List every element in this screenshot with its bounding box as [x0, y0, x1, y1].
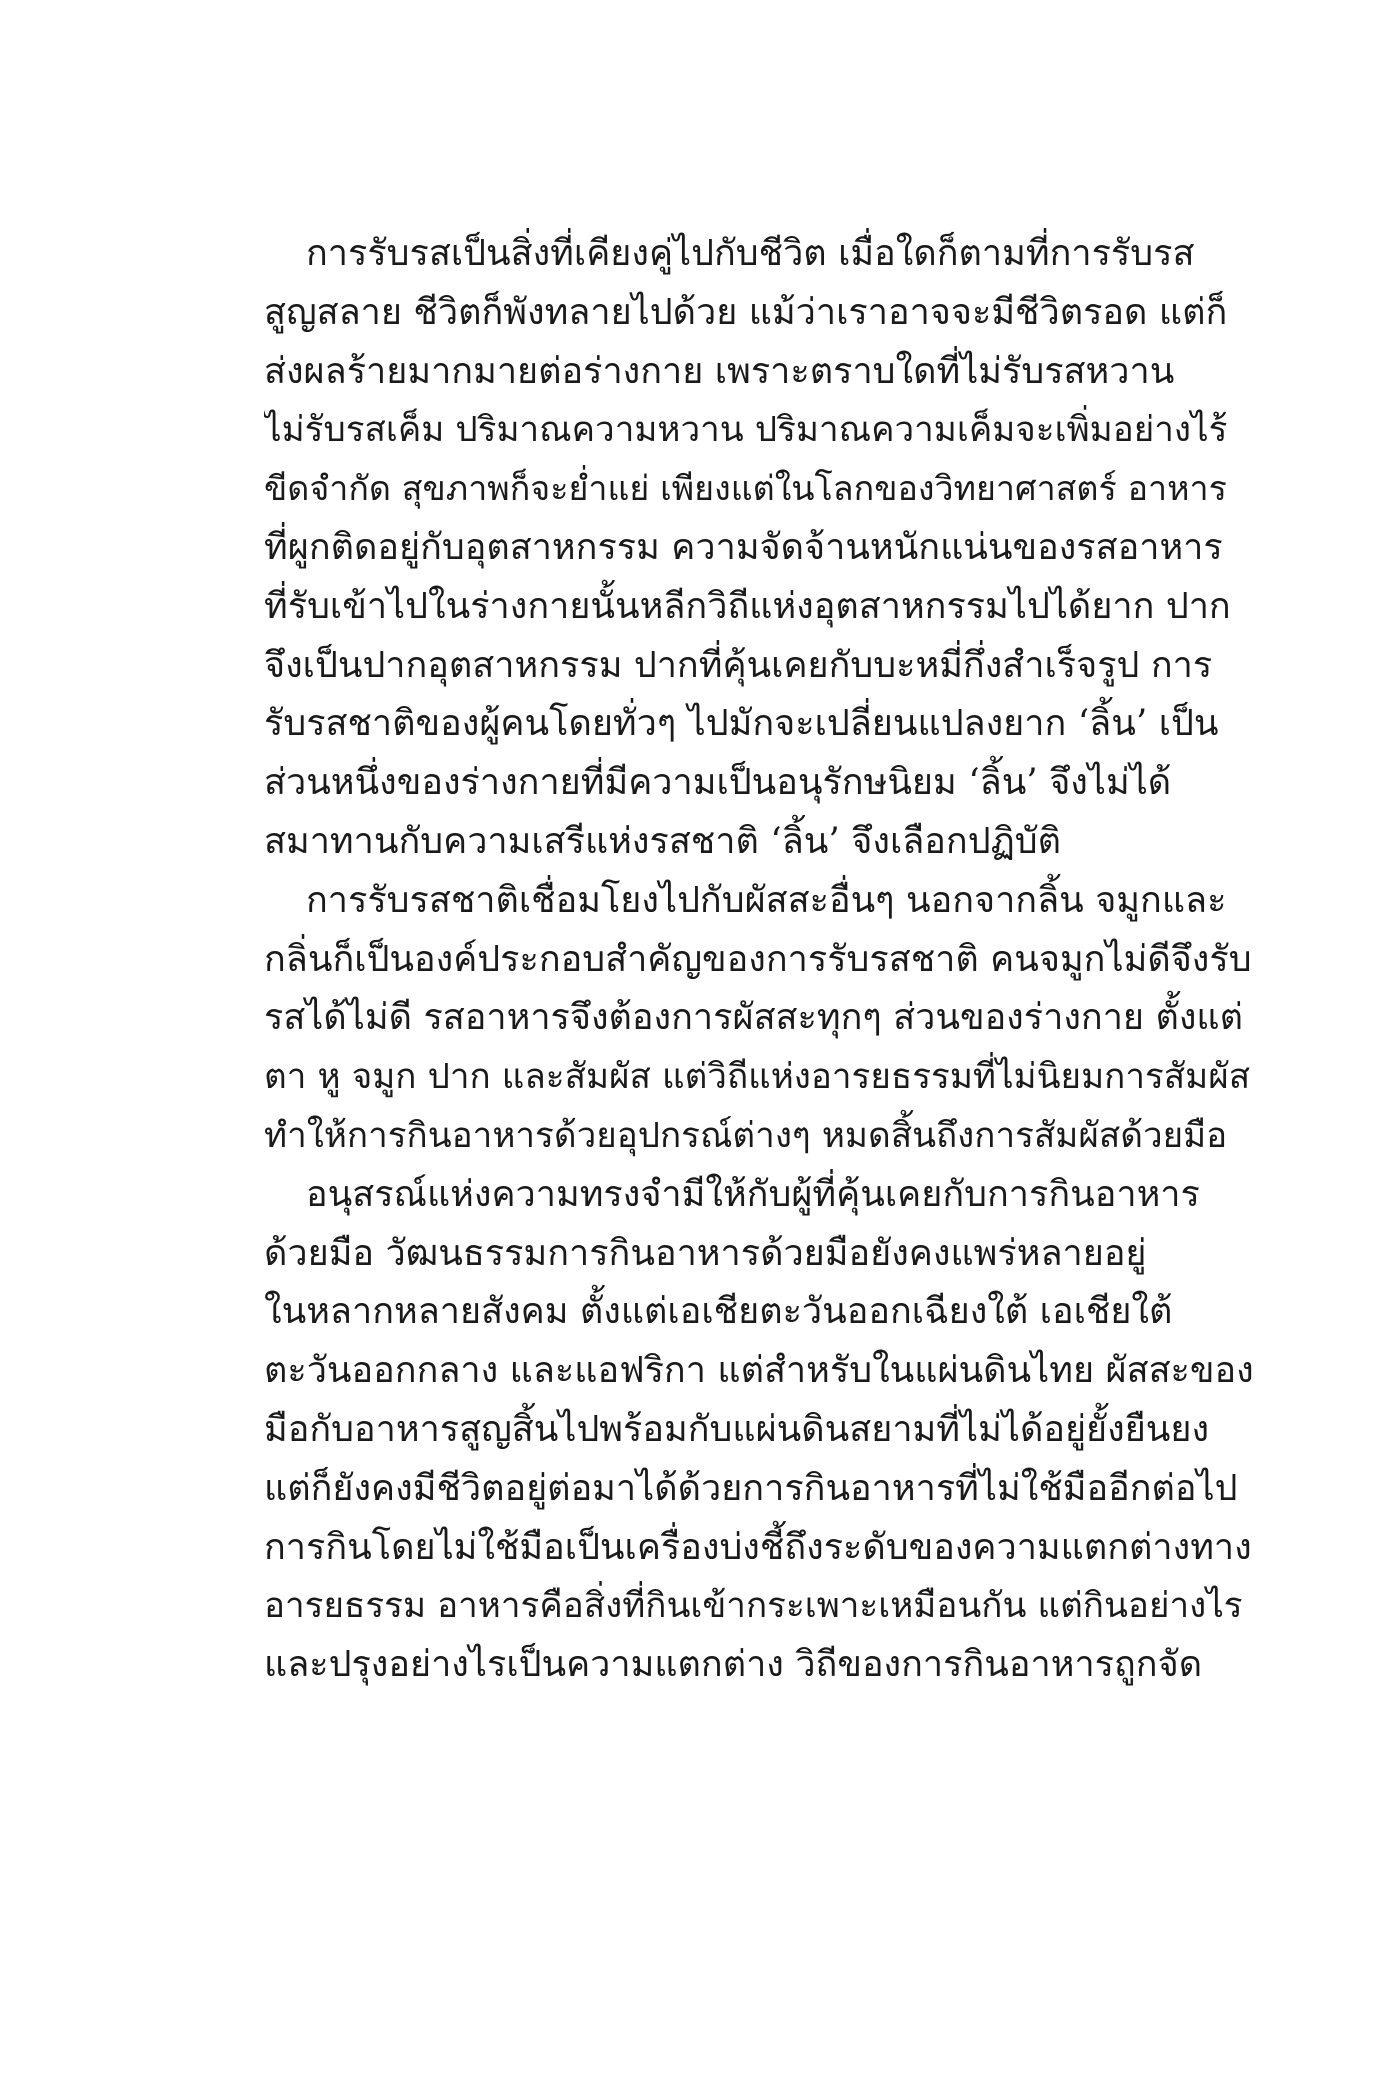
- text-line: ทำให้การกินอาหารด้วยอุปกรณ์ต่างๆ หมดสิ้นถึงการสัมผัสด้วยมือ: [264, 1115, 1228, 1156]
- text-line: ตา หู จมูก ปาก และสัมผัส แต่วิถีแห่งอารยธรรมที่ไม่นิยมการสัมผัส: [264, 1057, 1251, 1098]
- text-line: ตะวันออกกลาง และแอฟริกา แต่สำหรับในแผ่นดินไทย ผัสสะของ: [264, 1350, 1254, 1392]
- text-line: ส่งผลร้ายมากมายต่อร่างกาย เพราะตราบใดที่ไม่รับรสหวาน: [264, 350, 1175, 392]
- text-line: อนุสรณ์แห่งความทรงจำมีให้กับผู้ที่คุ้นเคยกับการกินอาหาร: [306, 1173, 1200, 1215]
- text-line: ในหลากหลายสังคม ตั้งแต่เอเชียตะวันออกเฉียงใต้ เอเชียใต้: [264, 1291, 1173, 1333]
- text-line: ส่วนหนึ่งของร่างกายที่มีความเป็นอนุรักษนิยม ‘ลิ้น’ จึงไม่ได้: [264, 762, 1172, 804]
- text-line: การรับรสเป็นสิ่งที่เคียงคู่ไปกับชีวิต เมื่อใดก็ตามที่การรับรส: [306, 233, 1195, 274]
- text-line: การรับรสชาติเชื่อมโยงไปกับผัสสะอื่นๆ นอกจากลิ้น จมูกและ: [306, 879, 1227, 921]
- text-line: การกินโดยไม่ใช้มือเป็นเครื่องบ่งชี้ถึงระดับของความแตกต่างทาง: [264, 1526, 1252, 1568]
- text-line: ที่ผูกติดอยู่กับอุตสาหกรรม ความจัดจ้านหนักแน่นของรสอาหาร: [264, 526, 1223, 568]
- text-line: มือกับอาหารสูญสิ้นไปพร้อมกับแผ่นดินสยามที่ไม่ได้อยู่ยั้งยืนยง: [264, 1408, 1210, 1450]
- text-line: ไม่รับรสเค็ม ปริมาณความหวาน ปริมาณความเค็มจะเพิ่มอย่างไร้: [264, 410, 1228, 451]
- text-line: รสได้ไม่ดี รสอาหารจึงต้องการผัสสะทุกๆ ส่วนของร่างกาย ตั้งแต่: [264, 997, 1243, 1039]
- body-text: [264, 225, 1254, 1695]
- text-line: ขีดจำกัด สุขภาพก็จะย่ำแย่ เพียงแต่ในโลกของวิทยาศาสตร์ อาหาร: [264, 469, 1227, 510]
- text-line: จึงเป็นปากอุตสาหกรรม ปากที่คุ้นเคยกับบะหมี่กึ่งสำเร็จรูป การ: [264, 644, 1213, 686]
- text-line: กลิ่นก็เป็นองค์ประกอบสำคัญของการรับรสชาติ คนจมูกไม่ดีจึงรับ: [264, 938, 1252, 980]
- text-line: ที่รับเข้าไปในร่างกายนั้นหลีกวิถีแห่งอุตสาหกรรมไปได้ยาก ปาก: [264, 585, 1231, 627]
- text-line: อารยธรรม อาหารคือสิ่งที่กินเข้ากระเพาะเหมือนกัน แต่กินอย่างไร: [264, 1586, 1243, 1627]
- text-line: ด้วยมือ วัฒนธรรมการกินอาหารด้วยมือยังคงแพร่หลายอยู่: [264, 1232, 1147, 1274]
- text-line: แต่ก็ยังคงมีชีวิตอยู่ต่อมาได้ด้วยการกินอาหารที่ไม่ใช้มืออีกต่อไป: [264, 1467, 1238, 1509]
- text-line: สมาทานกับความเสรีแห่งรสชาติ ‘ลิ้น’ จึงเลือกปฏิบัติ: [264, 820, 1061, 862]
- text-line: สูญสลาย ชีวิตก็พังทลายไปด้วย แม้ว่าเราอาจจะมีชีวิตรอด แต่ก็: [264, 291, 1228, 333]
- text-line: และปรุงอย่างไรเป็นความแตกต่าง วิถีของการกินอาหารถูกจัด: [264, 1644, 1203, 1686]
- text-line: รับรสชาติของผู้คนโดยทั่วๆ ไปมักจะเปลี่ยนแปลงยาก ‘ลิ้น’ เป็น: [264, 703, 1219, 745]
